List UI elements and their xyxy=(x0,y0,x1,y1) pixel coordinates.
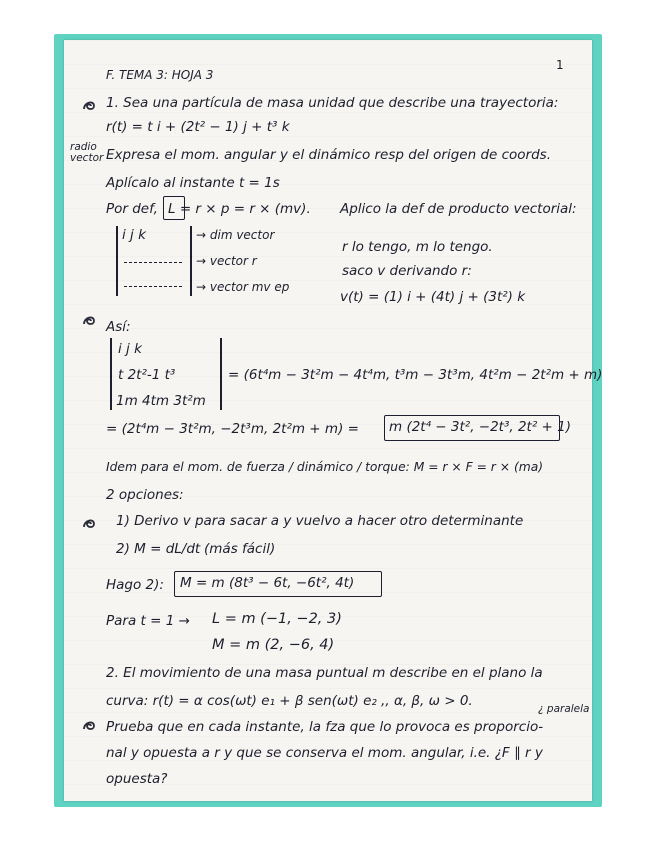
problem1-statement: 1. Sea una partícula de masa unidad que describe una trayectoria: xyxy=(106,95,559,111)
problem2-line-4: nal y opuesta a r y que se conserva el mom. angular, i.e. ¿F ∥ r y xyxy=(106,745,543,761)
det-right-bar xyxy=(220,338,222,410)
page-header: F. TEMA 3: HOJA 3 xyxy=(106,68,214,82)
def-formula: L = r × p = r × (mv). xyxy=(168,201,311,217)
side-note-1: r lo tengo, m lo tengo. xyxy=(342,239,493,255)
spiral-bullet-icon xyxy=(82,313,96,327)
det-result: = (6t⁴m − 3t²m − 4t⁴m, t³m − 3t³m, 4t²m − 2t²m + m) xyxy=(228,367,603,383)
para-t1: Para t = 1 → xyxy=(106,613,190,629)
L-at-t1: L = m (−1, −2, 3) xyxy=(212,611,342,627)
apply-instant: Aplícalo al instante t = 1s xyxy=(106,175,280,191)
velocity-formula: v(t) = (1) i + (4t) j + (3t²) k xyxy=(340,289,526,305)
side-note-2: saco v derivando r: xyxy=(342,263,472,279)
matrix-right-bar xyxy=(190,226,192,296)
problem2-line-5: opuesta? xyxy=(106,771,168,787)
simplified-result: = (2t⁴m − 3t²m, −2t³m, 2t²m + m) = xyxy=(106,421,359,437)
spiral-bullet-icon xyxy=(82,98,96,112)
trajectory-formula: r(t) = t i + (2t² − 1) j + t³ k xyxy=(106,119,290,135)
problem2-line-3: Prueba que en cada instante, la fza que lo provoca es proporcio- xyxy=(106,719,544,735)
det-row-3: 1m 4tm 3t²m xyxy=(116,393,206,409)
problem2-line-1: 2. El movimiento de una masa puntual m describe en el plano la xyxy=(106,665,543,681)
problem1-task: Expresa el mom. angular y el dinámico resp del origen de coords. xyxy=(106,147,552,163)
det-left-bar xyxy=(110,338,112,410)
L-box xyxy=(163,196,185,220)
M-result-formula: M = m (8t³ − 6t, −6t², 4t) xyxy=(180,575,355,591)
spiral-bullet-icon xyxy=(82,516,96,530)
matrix-row-r xyxy=(124,262,182,263)
det-row-2: t 2t²-1 t³ xyxy=(118,367,176,383)
note-paralela: ¿ paralela xyxy=(538,703,590,715)
legend-vector-mv: → vector mv ep xyxy=(196,280,290,294)
matrix-row-mv xyxy=(124,286,182,287)
options-title: 2 opciones: xyxy=(106,487,184,503)
page-number: 1 xyxy=(556,58,564,72)
matrix-unit-vectors: i j k xyxy=(122,227,146,243)
option-1: 1) Derivo v para sacar a y vuelvo a hacer otro determinante xyxy=(116,513,524,529)
option-2-note: (más fácil) xyxy=(204,541,276,557)
option-2: 2) M = dL/dt xyxy=(116,541,201,557)
torque-line: Idem para el mom. de fuerza / dinámico / torque: M = r × F = r × (ma) xyxy=(106,460,544,474)
margin-note-radio-vector: radio vector xyxy=(70,141,104,164)
matrix-left-bar xyxy=(116,226,118,296)
legend-vector-r: → vector r xyxy=(196,254,257,268)
M-at-t1: M = m (2, −6, 4) xyxy=(212,637,335,653)
problem2-curve: curva: r(t) = α cos(ωt) e₁ + β sen(ωt) e₂ ,, α, β, ω > 0. xyxy=(106,693,473,709)
def-note: Aplico la def de producto vectorial: xyxy=(340,201,577,217)
L-result-formula: m (2t⁴ − 3t², −2t³, 2t² + 1) xyxy=(389,419,572,435)
spiral-bullet-icon xyxy=(82,718,96,732)
def-prefix: Por def, xyxy=(106,201,158,217)
det-row-1: i j k xyxy=(118,341,142,357)
hago-prefix: Hago 2): xyxy=(106,577,164,593)
asi-label: Así: xyxy=(106,319,131,335)
legend-dim-vector: → dim vector xyxy=(196,228,275,242)
